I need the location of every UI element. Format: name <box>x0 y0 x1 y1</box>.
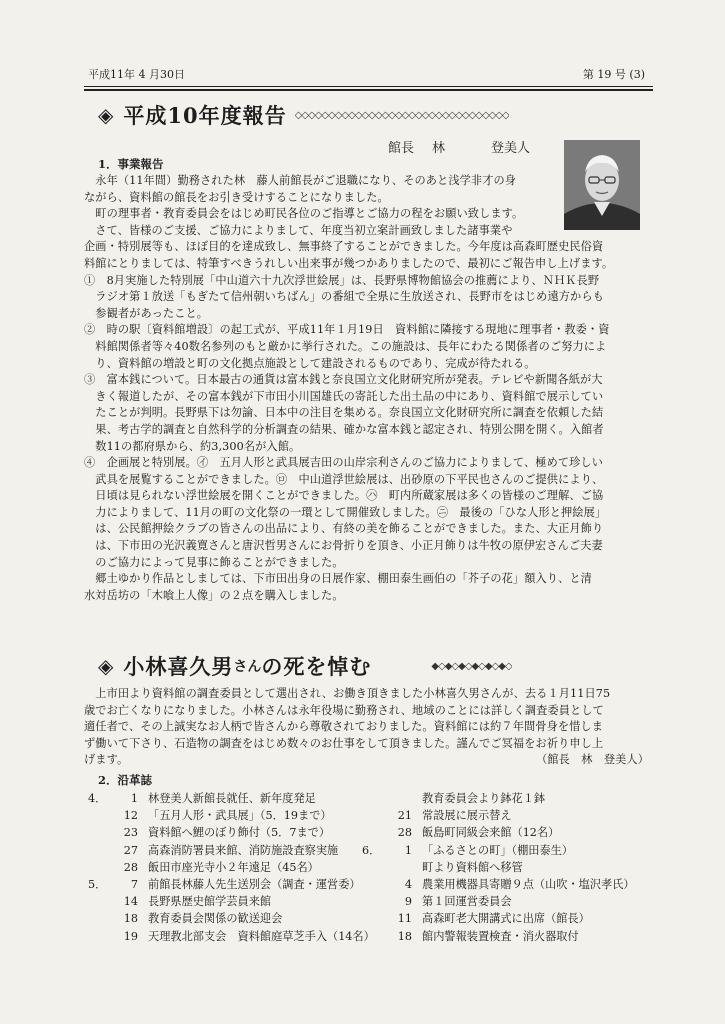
text-line: 永年（11年間）勤務された林 藤人前館長がご退職になり、そのあと浅学非才の身 <box>84 174 517 187</box>
chronicle-entry <box>362 928 635 945</box>
chronicle-day: 14 <box>123 895 138 909</box>
text-line: 企画・特別展等も、ほぼ目的を達成致し、無事終了することができました。今年度は高森町歴史民俗資 <box>84 240 604 254</box>
section2-title-name: 小林喜久男 <box>123 654 234 679</box>
chronicle-event: 「ふるさとの町」（棚田泰生） <box>422 843 574 857</box>
issue-date: 平成11年 4 月30日 <box>88 68 185 81</box>
text-line: 数11の都府県から、約3,300名が入館。 <box>84 439 301 453</box>
obituary-signature: （館長 林 登美人） <box>536 753 649 766</box>
text-line: ず働いて下さり、石造物の調査をはじめ数々のお仕事をして頂きました。謹んでご冥福をお祈り申し上 <box>84 736 604 750</box>
header-rule-thin <box>84 86 653 87</box>
chronicle-event: 飯田市座光寺小２年遠足（45名） <box>148 860 319 874</box>
chronicle-day: 11 <box>397 912 412 926</box>
chronicle-entry <box>88 910 375 927</box>
text-line: は、公民館押絵クラブの皆さんの出品により、有終の美を飾ることができました。また、大正月飾り <box>84 522 604 536</box>
chronicle-month: 4． <box>88 792 107 805</box>
text-line: ④ 企画展と特別展。㋑ 五月人形と武具展吉田の山岸宗利さんのご協力によりまして、極めて珍しい <box>84 456 604 470</box>
author-surname: 林 <box>432 141 446 156</box>
text-line: ① 8月実施した特別展「中山道六十九次浮世絵展」は、長野県博物館協会の推薦により、ＮＨＫ長野 <box>84 273 600 287</box>
chronicle-day: 19 <box>123 929 138 943</box>
chronicle-day: 18 <box>397 929 412 943</box>
ornament-divider: ◆◇◆◇◆◇◆◇◆◇◆◇ <box>431 660 512 672</box>
chronicle-event: 町より資料館へ移管 <box>422 860 523 874</box>
chronicle-day <box>378 790 422 807</box>
chronicle-month <box>88 859 104 876</box>
chronicle-event: 高森町老大開講式に出席（館長） <box>422 912 590 926</box>
text-line: 上市田より資料館の調査委員として選出され、お働き頂きました小林喜久男さんが、去る１月11日75 <box>84 687 611 700</box>
text-line: 水対岳坊の「木喰上人像」の２点を購入しました。 <box>84 588 344 602</box>
business-report-body <box>84 173 644 604</box>
text-line: げます。 <box>84 753 129 767</box>
chronicle-month <box>362 859 378 876</box>
section2-title <box>98 651 653 681</box>
chronicle-event: 第１回運営委員会 <box>422 895 512 909</box>
chronicle-month <box>88 842 104 859</box>
chronicle-day: 28 <box>123 860 138 874</box>
chronicle-event: 高森消防署員来館、消防施設査察実施 <box>148 843 339 857</box>
chronicle-entry <box>362 910 635 927</box>
text-line: り、資料館の増設と町の文化拠点施設として建設されるものであり、完成が待たれる。 <box>84 356 536 370</box>
text-line: 歳でお亡くなりになりました。小林さんは永年役場に勤務され、地域のことには詳しく調査委員として <box>84 703 604 717</box>
chronicle-entry <box>362 893 635 910</box>
chronicle-entry <box>362 790 635 807</box>
chronicle-day: 27 <box>123 843 138 857</box>
section1-title <box>98 100 653 130</box>
author-role: 館長 <box>388 141 415 156</box>
chronicle-heading: 2．沿革誌 <box>98 773 153 787</box>
section2-title-rest: の死を悼む <box>261 654 372 679</box>
chronicle-entry <box>88 859 375 876</box>
chronicle-event: 「五月人形・武具展」（5．19まで） <box>148 809 332 823</box>
chronicle-month <box>88 910 104 927</box>
chronicle-day <box>378 859 422 876</box>
chronicle-month <box>88 928 104 945</box>
business-report-heading: 1．事業報告 <box>98 157 164 171</box>
chronicle-event: 教育委員会より鉢花１鉢 <box>422 792 546 805</box>
text-line: のご協力によって見事に飾ることができました。 <box>84 555 344 569</box>
chronicle-entry <box>362 807 635 824</box>
chronicle-event: 飯島町同級会来館（12名） <box>422 826 560 840</box>
text-line: ながら、資料館の館長をお引き受けすることになりました。 <box>84 190 389 204</box>
chronicle-event: 館内警報装置検査・消火器取付 <box>422 929 579 943</box>
chronicle-entry <box>362 859 635 876</box>
text-line: きく報道したが、その富本銭が下市田小川国雄氏の寄託した出土品の中にあり、資料館で展示してい <box>84 389 604 403</box>
chronicle-month <box>88 824 104 841</box>
chronicle-month: 6． <box>362 843 381 857</box>
chronicle-entry <box>362 842 635 859</box>
chronicle-event: 林登美人新館長就任、新年度発足 <box>148 792 316 805</box>
chronicle-entry <box>88 842 375 859</box>
text-line: は、下市田の光沢義寛さんと唐沢哲男さんにお骨折りを頂き、小正月飾りは牛牧の原伊宏さんご夫妻 <box>84 539 603 553</box>
chronicle-right-column <box>362 790 635 945</box>
text-line: ラジオ第１放送「もぎたて信州朝いちばん」の番組で全県に生放送され、長野市をはじめ遠方からも <box>84 290 604 304</box>
chronicle-entry <box>88 824 375 841</box>
chronicle-month <box>362 928 378 945</box>
header-rule-thick <box>84 89 653 91</box>
chronicle-event: 常設展に展示替え <box>422 809 512 823</box>
chronicle-day: 18 <box>123 912 138 926</box>
text-line: ② 時の駅〔資料館増設〕の起工式が、平成11年１月19日 資料館に隣接する現地に理事者・教委・資 <box>84 323 610 337</box>
chronicle-month <box>362 893 378 910</box>
text-line: 料館にとりましては、特筆すべきうれしい出来事が幾つかありましたので、最初にご報告申し上げます。 <box>84 256 614 270</box>
text-line: 力によりまして、11月の町の文化祭の一環として開催致しました。㋥ 最後の「ひな人形と押絵展」 <box>84 505 607 519</box>
chronicle-day: 21 <box>397 809 412 823</box>
ornament-divider: ◇◇◇◇◇◇◇◇◇◇◇◇◇◇◇◇◇◇◇◇◇◇◇◇◇◇◇◇◇◇◇◇ <box>294 109 509 121</box>
chronicle-day: 7 <box>130 878 138 892</box>
text-line: 適任者で、その上誠実なお人柄で皆さんから尊敬されておりました。資料館には約７年間骨身を惜しま <box>84 720 604 734</box>
chronicle-month <box>88 807 104 824</box>
chronicle-entry <box>362 824 635 841</box>
text-line: 町の理事者・教育委員会をはじめ町民各位のご指導とご協力の程をお願い致します。 <box>84 207 524 221</box>
chronicle-event: 天理教北部支会 資料館庭草芝手入（14名） <box>148 929 375 943</box>
chronicle-event: 農業用機器具寄贈９点（山吹・塩沢孝氏） <box>422 878 635 892</box>
section1-title-text: 平成10年度報告 <box>123 103 287 128</box>
chronicle-month: 5． <box>88 878 107 892</box>
chronicle-month <box>362 790 378 807</box>
author-given-name: 登美人 <box>491 141 531 156</box>
chronicle-left-column <box>88 790 375 945</box>
chronicle-day: 1 <box>130 792 138 805</box>
page-header <box>84 66 653 86</box>
chronicle-month <box>362 876 378 893</box>
text-line: 果、考古学的調査と自然科学的分析調査の結果、確かな富本銭と認定され、特別公開を開く。入館者 <box>84 422 604 436</box>
chronicle-entry <box>88 893 375 910</box>
chronicle-event: 前館長林藤人先生送別会（調査・運営委） <box>148 878 361 892</box>
chronicle-entry <box>362 876 635 893</box>
chronicle-event: 資料館へ鯉のぼり飾付（5．7まで） <box>148 826 331 840</box>
chronicle-day: 9 <box>404 895 412 909</box>
chronicle-day: 1 <box>404 843 412 857</box>
text-line: 郷土ゆかり作品としましては、下市田出身の日展作家、棚田泰生画伯の「芥子の花」額入り、と清 <box>84 572 592 586</box>
chronicle-month <box>362 807 378 824</box>
chronicle-entry <box>88 928 375 945</box>
chronicle-entry <box>88 790 375 807</box>
section2-title-honorific: さん <box>233 659 262 675</box>
chronicle-event: 長野県歴史館学芸員来館 <box>148 895 272 909</box>
section1-author <box>388 137 530 156</box>
chronicle-day: 28 <box>397 826 412 840</box>
chronicle-month <box>362 824 378 841</box>
text-line: さて、皆様のご支援、ご協力によりまして、年度当初立案計画致しました諸事業や <box>84 223 513 237</box>
chronicle-entry <box>88 876 375 893</box>
chronicle-month <box>88 893 104 910</box>
chronicle-month <box>362 910 378 927</box>
text-line: 武具を展覧することができました。㋺ 中山道浮世絵展は、出砂原の下平民也さんのご提供により、 <box>84 472 604 486</box>
chronicle-day: 23 <box>123 826 138 840</box>
chronicle-day: 4 <box>404 878 412 892</box>
text-line: ③ 富本銭について。日本最古の通貨は富本銭と奈良国立文化財研究所が発表。テレビや新聞各紙が大 <box>84 373 603 387</box>
diamond-bullet-icon: ◈ <box>98 654 114 678</box>
issue-number: 第 19 号 (3) <box>582 68 645 81</box>
text-line: 料館関係者等々40数名参列のもと厳かに挙行された。この施設は、長年にわたる関係者のご努力によ <box>84 339 607 353</box>
chronicle-day: 12 <box>123 809 138 823</box>
chronicle-entry <box>88 807 375 824</box>
text-line: 参観者があったこと。 <box>84 306 209 320</box>
diamond-bullet-icon: ◈ <box>98 103 114 127</box>
chronicle-event: 教育委員会関係の歓送迎会 <box>148 912 283 926</box>
text-line: たことが判明。長野県下は勿論、日本中の注目を集める。奈良国立文化財研究所に調査を依頼した結 <box>84 406 604 420</box>
text-line: 日頃は見られない浮世絵展を開くことができました。㋩ 町内所蔵家展は多くの皆様のご理解、ご協 <box>84 489 604 503</box>
